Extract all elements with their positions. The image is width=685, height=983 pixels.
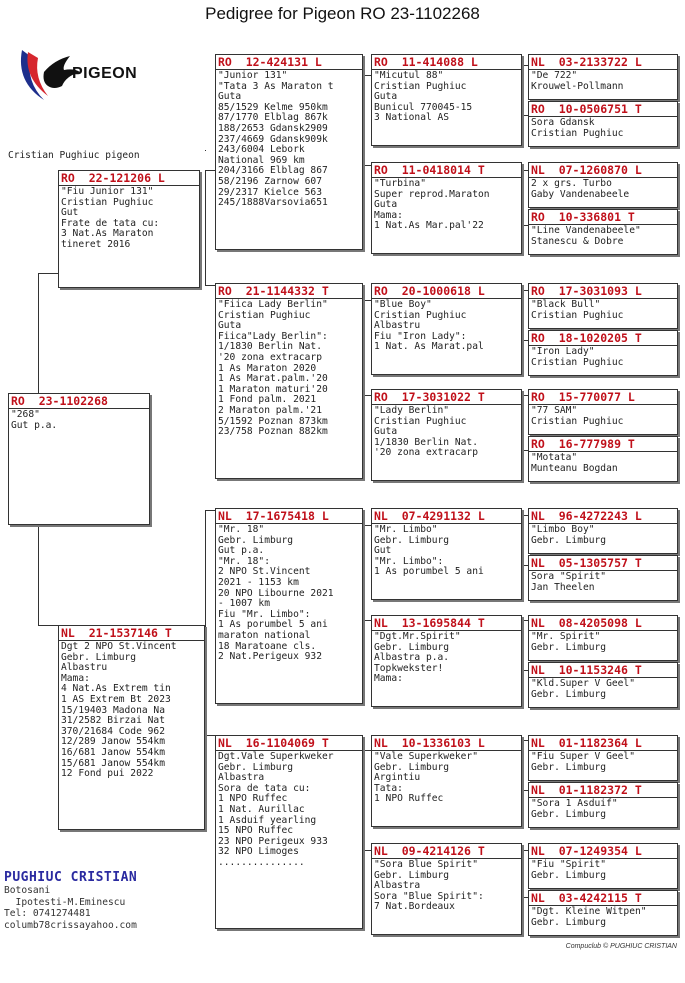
pedigree-line: Guta (218, 320, 242, 332)
pedigree-line: Frate de tata cu: (61, 217, 160, 229)
pedigree-line: Mama: (374, 673, 403, 685)
ring-number: NL 01-1182372 T (529, 783, 677, 798)
pedigree-line: "De 722" (531, 70, 578, 81)
pedigree-line: Gebr. Limburg (531, 688, 607, 700)
pedigree-line: "Fiica Lady Berlin" (218, 299, 328, 310)
pedigree-box-g12 (528, 662, 678, 708)
pedigree-line: "Micutul 88" (374, 70, 444, 81)
pedigree-line: "Dgt.Mr.Spirit" (374, 631, 461, 642)
ring-number: NL 07-4291132 L (372, 509, 521, 524)
pedigree-box-g14 (528, 782, 678, 828)
pedigree-line: Cristian Pughiuc (218, 309, 311, 321)
pedigree-line: 12/289 Janow 554km (61, 736, 165, 748)
pedigree-line: Gut p.a. (11, 419, 58, 431)
pedigree-box-sds (371, 283, 522, 375)
pedigree-box-g8 (528, 436, 678, 482)
ring-number: RO 18-1020205 T (529, 331, 677, 346)
pedigree-line: "268" (11, 409, 40, 420)
pedigree-line: 1 Nat. Aurillac (218, 803, 305, 815)
pedigree-line: Gebr. Limburg (61, 651, 137, 663)
pedigree-line: Gebr. Limburg (531, 808, 607, 820)
pedigree-line: Albastru (374, 320, 421, 332)
pedigree-line: Gebr. Limburg (531, 761, 607, 773)
pedigree-box-g13 (528, 735, 678, 781)
ring-number: NL 10-1153246 T (529, 663, 677, 678)
pedigree-box-subject (8, 393, 150, 525)
pedigree-line: 16/681 Janow 554km (61, 746, 165, 758)
pedigree-line: 243/6004 Lebork (218, 144, 305, 156)
pedigree-line: Guta (374, 91, 398, 103)
pedigree-line: 237/4669 Gdansk909k (218, 133, 328, 145)
pedigree-line: Cristian Pughiuc (374, 309, 467, 321)
pedigree-line: 3 Nat.As Maraton (61, 228, 154, 240)
pedigree-line: Cristian Pughiuc (61, 196, 154, 208)
pedigree-line: Cristian Pughiuc (531, 356, 624, 368)
pedigree-line: 31/2582 Birzai Nat (61, 715, 165, 727)
pedigree-box-g5 (528, 283, 678, 329)
pedigree-line: - 1007 km (218, 598, 270, 610)
pedigree-line: "Sora Blue Spirit" (374, 859, 478, 870)
ring-number: NL 96-4272243 L (529, 509, 677, 524)
pedigree-line: National 969 km (218, 154, 305, 166)
pedigree-line: 1 As Maraton 2020 (218, 362, 317, 374)
pedigree-line: Stanescu & Dobre (531, 235, 624, 247)
pedigree-line: 1 Fond palm. 2021 (218, 394, 317, 406)
pedigree-box-g2 (528, 101, 678, 147)
ring-number: NL 03-4242115 T (529, 891, 677, 906)
pedigree-line: maraton national (218, 629, 311, 641)
pedigree-line: 15 NPO Ruffec (218, 825, 294, 837)
pedigree-line: 1/1830 Berlin Nat. (374, 436, 478, 448)
pedigree-line: "Limbo Boy" (531, 524, 595, 535)
pedigree-line: 23/758 Poznan 882km (218, 426, 328, 438)
pedigree-line: "Fiu "Spirit" (531, 859, 607, 870)
pedigree-line: Gut p.a. (218, 545, 265, 557)
pedigree-line: "Sora 1 Asduif" (531, 798, 618, 809)
pedigree-box-g1 (528, 54, 678, 100)
pedigree-box-sire (58, 170, 200, 288)
software-credit: Compuclub © PUGHIUC CRISTIAN (565, 943, 677, 950)
pedigree-box-g11 (528, 615, 678, 661)
pedigree-line: 5/1592 Poznan 873km (218, 415, 328, 427)
pedigree-box-sss (371, 54, 522, 146)
pedigree-line: Sora "Spirit" (531, 571, 607, 582)
pedigree-line: 1 Nat. As Marat.pal (374, 341, 484, 353)
pedigree-line: Gebr. Limburg (374, 869, 450, 881)
pedigree-line: Gebr. Limburg (531, 641, 607, 653)
pedigree-box-g9 (528, 508, 678, 554)
pedigree-line: Topkwekster! (374, 662, 444, 674)
pedigree-line: Gebr. Limburg (374, 641, 450, 653)
pedigree-line: "Blue Boy" (374, 299, 432, 310)
ring-number: NL 07-1260870 L (529, 163, 677, 178)
pedigree-line: Cristian Pughiuc (374, 80, 467, 92)
pedigree-line: Fiu "Iron Lady": (374, 330, 467, 342)
ring-number: RO 22-121206 L (59, 171, 199, 186)
pedigree-line: "Black Bull" (531, 299, 601, 310)
ring-number: RO 11-0418014 T (372, 163, 521, 178)
pedigree-line: 1 Nat.As Mar.pal'22 (374, 220, 484, 232)
pedigree-line: 18 Maratoane cls. (218, 640, 317, 652)
ring-number: NL 07-1249354 L (529, 844, 677, 859)
pedigree-line: Mama: (374, 209, 403, 221)
pedigree-box-ssd (371, 162, 522, 254)
pedigree-line: 58/2196 Zarnow 607 (218, 175, 322, 187)
ring-number: RO 23-1102268 (9, 394, 149, 409)
pedigree-line: 12 Fond pui 2022 (61, 768, 154, 780)
ring-number: NL 21-1537146 T (59, 626, 204, 641)
pedigree-line: Super reprod.Maraton (374, 188, 490, 200)
pedigree-line: "77 SAM" (531, 405, 578, 416)
logo-text: PIGEON (72, 65, 138, 82)
pedigree-line: Fiu "Mr. Limbo": (218, 608, 311, 620)
ring-number: NL 16-1104069 T (216, 736, 362, 751)
ring-number: NL 03-2133722 L (529, 55, 677, 70)
ring-number: RO 21-1144332 T (216, 284, 362, 299)
pedigree-line: 1 Maraton maturi'20 (218, 383, 328, 395)
pedigree-line: Bunicul 770045-15 (374, 101, 473, 113)
pedigree-line: Munteanu Bogdan (531, 462, 618, 474)
pedigree-box-dam-dam (215, 735, 363, 929)
pedigree-line: "Dgt. Kleine Witpen" (531, 906, 647, 917)
pedigree-line: 23 NPO Perigeux 933 (218, 835, 328, 847)
pedigree-line: '20 zona extracarp (218, 351, 322, 363)
pedigree-line: 370/21684 Code 962 (61, 725, 165, 737)
pedigree-line: Gut (374, 545, 392, 557)
pedigree-line: 204/3166 Elblag 867 (218, 165, 328, 177)
ring-number: NL 17-1675418 L (216, 509, 362, 524)
pedigree-line: "Vale Superkweker" (374, 751, 478, 762)
pedigree-line: Cristian Pughiuc (531, 309, 624, 321)
pedigree-line: Gebr. Limburg (531, 534, 607, 546)
pedigree-line: 32 NPO Limoges (218, 846, 299, 858)
pedigree-line: Gebr. Limburg (374, 761, 450, 773)
pedigree-box-ddd (371, 843, 522, 935)
pedigree-line: 85/1529 Kelme 950km (218, 101, 328, 113)
pedigree-line: Krouwel-Pollmann (531, 80, 624, 92)
pedigree-line: 2 Maraton palm.'21 (218, 404, 322, 416)
page-title: Pedigree for Pigeon RO 23-1102268 (205, 4, 480, 23)
pedigree-line: Sora de tata cu: (218, 782, 311, 794)
pedigree-line: Jan Theelen (531, 581, 595, 593)
pedigree-line: 245/1888Varsovia651 (218, 197, 328, 209)
pedigree-line: 1/1830 Berlin Nat. (218, 341, 322, 353)
breeder-name: PUGHIUC CRISTIAN (4, 870, 138, 885)
pedigree-line: 20 NPO Libourne 2021 (218, 587, 334, 599)
pedigree-line: Gaby Vandenabeele (531, 188, 630, 200)
breeder-city: Botosani (4, 885, 51, 896)
pedigree-line: 2 Nat.Perigeux 932 (218, 651, 322, 663)
pedigree-line: 2021 - 1153 km (218, 576, 299, 588)
pedigree-line: Dgt.Vale Superkweker (218, 751, 334, 762)
ring-number: RO 15-770077 L (529, 390, 677, 405)
pedigree-line: Fiica"Lady Berlin": (218, 330, 328, 342)
pedigree-line: "Turbina" (374, 178, 426, 189)
pedigree-line: 1 As porumbel 5 ani (374, 566, 484, 578)
pedigree-line: "Mr. 18" (218, 524, 265, 535)
ring-number: NL 05-1305757 T (529, 556, 677, 571)
pedigree-line: tineret 2016 (61, 238, 131, 250)
ring-number: NL 13-1695844 T (372, 616, 521, 631)
pedigree-line: "Mr. Limbo" (374, 524, 438, 535)
pedigree-line: 1 NPO Ruffec (374, 793, 444, 805)
pedigree-line: "Line Vandenabeele" (531, 225, 641, 236)
pedigree-line: Albastra (374, 880, 421, 892)
pedigree-line: 15/19403 Madona Na (61, 704, 165, 716)
pedigree-line: 29/2317 Kielce 563 (218, 186, 322, 198)
pedigree-line: 15/681 Janow 554km (61, 757, 165, 769)
pedigree-line: Cristian Pughiuc (531, 127, 624, 139)
pedigree-box-g15 (528, 843, 678, 889)
pedigree-line: '20 zona extracarp (374, 447, 478, 459)
pedigree-line: ............... (218, 856, 305, 868)
pedigree-line: Sora Gdansk (531, 117, 595, 128)
pedigree-box-g4 (528, 209, 678, 255)
pedigree-line: Gut (61, 207, 79, 219)
pedigree-line: Albastra p.a. (374, 652, 450, 664)
pedigree-line: "Fiu Super V Geel" (531, 751, 635, 762)
ring-number: NL 10-1336103 L (372, 736, 521, 751)
ring-number: NL 09-4214126 T (372, 844, 521, 859)
pedigree-line: 7 Nat.Bordeaux (374, 901, 455, 913)
pedigree-line: 1 NPO Ruffec (218, 793, 288, 805)
pedigree-line: Dgt 2 NPO St.Vincent (61, 641, 177, 652)
pedigree-box-g7 (528, 389, 678, 435)
breeder-address: Ipotesti-M.Eminescu (4, 896, 126, 908)
pedigree-line: Guta (218, 91, 242, 103)
pedigree-line: 87/1770 Elblag 867k (218, 112, 328, 124)
ring-number: RO 11-414088 L (372, 55, 521, 70)
pedigree-line: Gebr. Limburg (218, 761, 294, 773)
pedigree-box-sire-sire (215, 54, 363, 250)
pedigree-line: Cristian Pughiuc (374, 415, 467, 427)
ring-number: RO 17-3031022 T (372, 390, 521, 405)
pedigree-line: 188/2653 Gdansk2909 (218, 122, 328, 134)
pedigree-box-sdd (371, 389, 522, 481)
pedigree-box-g3 (528, 162, 678, 208)
pedigree-line: Cristian Pughiuc (531, 415, 624, 427)
pedigree-line: "Fiu Junior 131" (61, 186, 154, 197)
pedigree-line: 2 x grs. Turbo (531, 178, 612, 189)
pedigree-line: 1 AS Extrem Bt 2023 (61, 693, 171, 705)
pedigree-line: "Lady Berlin" (374, 405, 450, 416)
ring-number: RO 16-777989 T (529, 437, 677, 452)
pedigree-line: Guta (374, 199, 398, 211)
pedigree-line: 3 National AS (374, 112, 450, 124)
ring-number: RO 12-424131 L (216, 55, 362, 70)
pedigree-line: 4 Nat.As Extrem tin (61, 683, 171, 695)
pedigree-line: Mama: (61, 672, 90, 684)
pedigree-box-g16 (528, 890, 678, 936)
pedigree-line: Tata: (374, 782, 403, 794)
pedigree-line: Gebr. Limburg (531, 916, 607, 928)
pedigree-line: "Mr. 18": (218, 555, 270, 567)
pedigree-line: Albastra (218, 772, 265, 784)
pedigree-line: "Junior 131" (218, 70, 288, 81)
pedigree-box-sire-dam (215, 283, 363, 479)
owner-tag: Cristian Pughiuc pigeon (8, 150, 140, 161)
ring-number: RO 17-3031093 L (529, 284, 677, 299)
pedigree-line: 1 As Marat.palm.'20 (218, 373, 328, 385)
pedigree-line: Guta (374, 426, 398, 438)
pedigree-line: 1 As porumbel 5 ani (218, 619, 328, 631)
ring-number: NL 08-4205098 L (529, 616, 677, 631)
pedigree-line: 1 Asduif yearling (218, 814, 317, 826)
pedigree-line: Argintiu (374, 772, 421, 784)
ring-number: NL 01-1182364 L (529, 736, 677, 751)
breeder-email[interactable]: columb78crissayahoo.com (4, 919, 137, 931)
pedigree-line: "Iron Lady" (531, 346, 595, 357)
pedigree-line: "Mr. Limbo": (374, 555, 444, 567)
pedigree-box-dsd (371, 615, 522, 707)
pedigree-line: Sora "Blue Spirit": (374, 890, 484, 902)
pedigree-line: Albastru (61, 662, 108, 674)
pedigree-line: "Kld.Super V Geel" (531, 678, 635, 689)
ring-number: RO 20-1000618 L (372, 284, 521, 299)
pedigree-box-dds (371, 735, 522, 827)
pedigree-line: "Mr. Spirit" (531, 631, 601, 642)
pedigree-line: Gebr. Limburg (374, 534, 450, 546)
pedigree-box-g10 (528, 555, 678, 601)
pedigree-box-dam (58, 625, 205, 830)
pedigree-line: 2 NPO St.Vincent (218, 566, 311, 578)
pedigree-line: "Motata" (531, 452, 578, 463)
pedigree-box-dam-sire (215, 508, 363, 704)
breeder-phone: Tel: 0741274481 (4, 908, 91, 919)
breeder-contact (4, 870, 137, 931)
ring-number: RO 10-336801 T (529, 210, 677, 225)
ring-number: RO 10-0506751 T (529, 102, 677, 117)
pedigree-line: Gebr. Limburg (531, 869, 607, 881)
pedigree-box-dss (371, 508, 522, 600)
pedigree-box-g6 (528, 330, 678, 376)
pedigree-line: Gebr. Limburg (218, 534, 294, 546)
pedigree-line: "Tata 3 As Maraton t (218, 80, 334, 92)
